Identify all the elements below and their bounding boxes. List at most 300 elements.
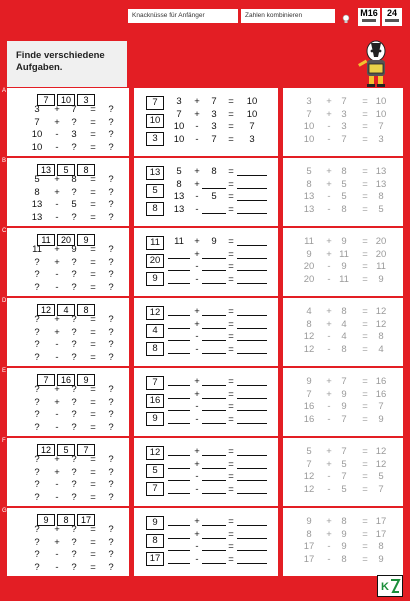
number-box: 9 bbox=[77, 374, 95, 386]
pattern-row-cell: ? bbox=[34, 479, 40, 490]
blank-line[interactable] bbox=[237, 446, 267, 456]
equation-row-cell bbox=[168, 554, 190, 568]
blank-line[interactable] bbox=[237, 376, 267, 386]
blank-line[interactable] bbox=[202, 179, 226, 189]
equation-row-cell: 8 bbox=[211, 166, 217, 177]
equation-row-cell: 10 bbox=[173, 133, 185, 145]
pattern-column bbox=[7, 158, 129, 226]
blank-line[interactable] bbox=[202, 484, 226, 494]
number-box: 7 bbox=[146, 482, 164, 496]
pattern-row-cell: = bbox=[90, 454, 96, 465]
blank-line[interactable] bbox=[237, 319, 267, 329]
solution-row-cell: 7 bbox=[306, 458, 312, 470]
blank-line[interactable] bbox=[237, 401, 267, 411]
number-box: 17 bbox=[77, 514, 95, 526]
pattern-column bbox=[7, 228, 129, 296]
equation-row-cell: 11 bbox=[174, 236, 184, 247]
pattern-row-cell: + bbox=[54, 186, 60, 198]
solution-row-cell: 9 bbox=[306, 248, 312, 260]
solution-row-cell: = bbox=[362, 236, 368, 247]
pattern-row-cell: ? bbox=[108, 129, 114, 140]
solution-row-cell: 10 bbox=[375, 108, 387, 120]
solution-row-cell: = bbox=[362, 413, 368, 425]
solution-row-cell: 10 bbox=[375, 96, 387, 107]
equation-row-cell bbox=[236, 554, 268, 568]
solution-row-cell: = bbox=[362, 96, 368, 107]
solution-row-cell: - bbox=[327, 553, 331, 565]
blank-line[interactable] bbox=[202, 541, 226, 551]
solution-row-cell: = bbox=[362, 458, 368, 470]
pattern-column bbox=[7, 368, 129, 436]
pattern-row-cell: ? bbox=[71, 186, 77, 198]
number-boxes bbox=[37, 300, 97, 315]
pattern-row-cell: - bbox=[55, 549, 59, 560]
solution-row-cell: 8 bbox=[341, 203, 347, 215]
number-box: 7 bbox=[37, 374, 55, 386]
blank-line[interactable] bbox=[237, 459, 267, 469]
pattern-row-cell: ? bbox=[71, 524, 77, 535]
blank-line[interactable] bbox=[168, 389, 190, 399]
blank-line[interactable] bbox=[237, 236, 267, 246]
equation-row-cell: = bbox=[228, 236, 234, 247]
pattern-row-cell: - bbox=[55, 129, 59, 140]
blank-line[interactable] bbox=[202, 389, 226, 399]
solution-row-cell: 20 bbox=[375, 248, 387, 260]
solution-row-cell: 9 bbox=[378, 273, 384, 285]
equation-row-cell: = bbox=[228, 273, 234, 285]
blank-line[interactable] bbox=[237, 541, 267, 551]
pattern-row-cell: = bbox=[90, 141, 96, 153]
equation-row-cell: - bbox=[195, 343, 199, 355]
solution-row-cell: 13 bbox=[303, 203, 315, 215]
pattern-row-cell: ? bbox=[34, 314, 40, 325]
blank-line[interactable] bbox=[168, 529, 190, 539]
pattern-row-cell: ? bbox=[71, 326, 77, 338]
blank-line[interactable] bbox=[202, 414, 226, 424]
blank-line[interactable] bbox=[168, 376, 190, 386]
pattern-row-cell: ? bbox=[108, 269, 114, 280]
blank-line[interactable] bbox=[237, 414, 267, 424]
solution-row-cell: 9 bbox=[341, 541, 347, 552]
pattern-row-cell: - bbox=[55, 409, 59, 420]
pattern-row-cell: + bbox=[54, 314, 60, 325]
equation-row-cell: 3 bbox=[249, 133, 255, 145]
pattern-row-cell: = bbox=[90, 351, 96, 363]
pattern-row-cell: ? bbox=[108, 524, 114, 535]
equation-row-cell bbox=[236, 274, 268, 288]
blank-line[interactable] bbox=[237, 331, 267, 341]
pattern-row-cell: ? bbox=[34, 396, 40, 408]
blank-line[interactable] bbox=[202, 261, 226, 271]
equation-row-cell: = bbox=[228, 401, 234, 412]
blank-line[interactable] bbox=[168, 249, 190, 259]
blank-line[interactable] bbox=[168, 541, 190, 551]
number-box: 13 bbox=[37, 164, 55, 176]
pattern-row-cell: ? bbox=[108, 491, 114, 503]
solution-row-cell: 8 bbox=[341, 166, 347, 177]
solution-row-cell: 7 bbox=[378, 121, 384, 132]
pattern-row-cell: ? bbox=[34, 269, 40, 280]
exercise-section bbox=[2, 368, 403, 436]
solution-row-cell: = bbox=[362, 203, 368, 215]
equation-row-cell: = bbox=[228, 166, 234, 177]
solution-row-cell: - bbox=[327, 343, 331, 355]
blank-line[interactable] bbox=[168, 414, 190, 424]
solution-row-cell: - bbox=[327, 121, 331, 132]
blank-line[interactable] bbox=[202, 319, 226, 329]
answer-column bbox=[134, 298, 278, 366]
solution-column bbox=[283, 158, 403, 226]
pattern-row-cell: 9 bbox=[71, 244, 77, 255]
solution-row-cell: 13 bbox=[375, 166, 387, 177]
pattern-row-cell: ? bbox=[71, 396, 77, 408]
equation-row-cell: + bbox=[194, 178, 200, 190]
pattern-column bbox=[7, 88, 129, 156]
pattern-row-cell: ? bbox=[71, 536, 77, 548]
solution-row-cell: = bbox=[362, 343, 368, 355]
solution-row-cell: - bbox=[327, 261, 331, 272]
solution-row-cell: 10 bbox=[303, 133, 315, 145]
blank-line[interactable] bbox=[168, 274, 190, 284]
pattern-row-cell: = bbox=[90, 186, 96, 198]
solution-row-cell: 17 bbox=[375, 516, 387, 527]
equation-row-cell: + bbox=[194, 236, 200, 247]
pattern-row-cell: ? bbox=[108, 314, 114, 325]
pattern-row-cell: ? bbox=[34, 326, 40, 338]
solution-row-cell: 17 bbox=[303, 541, 315, 552]
equation-row-cell bbox=[168, 344, 190, 358]
equation-row-cell: 10 bbox=[173, 121, 185, 132]
pattern-row-cell: 5 bbox=[71, 199, 77, 210]
pattern-row-cell: 5 bbox=[34, 174, 40, 185]
blank-line[interactable] bbox=[168, 261, 190, 271]
number-box: 9 bbox=[37, 514, 55, 526]
blank-line[interactable] bbox=[202, 554, 226, 564]
equation-row-cell bbox=[202, 274, 226, 288]
solution-row-cell: 8 bbox=[306, 528, 312, 540]
blank-line[interactable] bbox=[168, 516, 190, 526]
equation-row-cell: + bbox=[194, 108, 200, 120]
solution-row-cell: - bbox=[327, 483, 331, 495]
blank-line[interactable] bbox=[168, 471, 190, 481]
equation-row-cell: + bbox=[194, 318, 200, 330]
pattern-row-cell: 3 bbox=[34, 104, 40, 115]
blank-line[interactable] bbox=[168, 459, 190, 469]
equation-row-cell: - bbox=[195, 483, 199, 495]
solution-row-cell: = bbox=[362, 483, 368, 495]
pattern-row-cell: - bbox=[55, 339, 59, 350]
solution-row-cell: 12 bbox=[303, 343, 315, 355]
blank-line[interactable] bbox=[168, 401, 190, 411]
blank-line[interactable] bbox=[202, 249, 226, 259]
number-box: 4 bbox=[146, 324, 164, 338]
solution-row-cell: 7 bbox=[306, 388, 312, 400]
pattern-row-cell: - bbox=[55, 199, 59, 210]
pattern-row-cell: = bbox=[90, 339, 96, 350]
solution-row-cell: 3 bbox=[306, 96, 312, 107]
solution-row-cell: 5 bbox=[341, 483, 347, 495]
solution-row-cell: 12 bbox=[375, 306, 387, 317]
solution-row-cell: = bbox=[362, 553, 368, 565]
equation-row-cell: = bbox=[228, 446, 234, 457]
blank-line[interactable] bbox=[237, 471, 267, 481]
blank-line[interactable] bbox=[237, 204, 267, 214]
pattern-row-cell: 7 bbox=[34, 116, 40, 128]
pattern-row-cell: 10 bbox=[31, 141, 43, 153]
number-box: 8 bbox=[146, 202, 164, 216]
number-box: 3 bbox=[146, 132, 164, 146]
solution-row-cell: 8 bbox=[341, 306, 347, 317]
pattern-row-cell: ? bbox=[108, 351, 114, 363]
solution-row-cell: 10 bbox=[303, 121, 315, 132]
pattern-row-cell: ? bbox=[71, 479, 77, 490]
pattern-row-cell: 10 bbox=[31, 129, 43, 140]
solution-row-cell: 9 bbox=[341, 236, 347, 247]
number-boxes bbox=[37, 160, 97, 175]
section-letter: D bbox=[2, 298, 7, 304]
number-box: 7 bbox=[146, 376, 164, 390]
equation-row-cell: = bbox=[228, 471, 234, 482]
number-box: 9 bbox=[77, 234, 95, 246]
equation-row-cell: - bbox=[195, 121, 199, 132]
pattern-row-cell: ? bbox=[71, 314, 77, 325]
blank-line[interactable] bbox=[237, 166, 267, 176]
solution-row-cell: + bbox=[326, 376, 332, 387]
solution-row-cell: 4 bbox=[341, 331, 347, 342]
pattern-row-cell: ? bbox=[108, 561, 114, 573]
blank-line[interactable] bbox=[202, 529, 226, 539]
equation-row-cell: + bbox=[194, 306, 200, 317]
number-box: 10 bbox=[57, 94, 75, 106]
number-box: 5 bbox=[57, 164, 75, 176]
solution-row-cell: 5 bbox=[378, 471, 384, 482]
blank-line[interactable] bbox=[168, 331, 190, 341]
equation-row-cell: + bbox=[194, 528, 200, 540]
code-label: M16 bbox=[360, 8, 378, 18]
blank-line[interactable] bbox=[202, 471, 226, 481]
solution-row-cell: - bbox=[327, 203, 331, 215]
blank-line[interactable] bbox=[237, 179, 267, 189]
pattern-row-cell: + bbox=[54, 384, 60, 395]
solution-row-cell: 9 bbox=[378, 553, 384, 565]
blank-line[interactable] bbox=[202, 274, 226, 284]
pattern-row-cell: ? bbox=[108, 326, 114, 338]
pattern-row-cell: + bbox=[54, 116, 60, 128]
blank-line[interactable] bbox=[237, 261, 267, 271]
equation-row-cell: = bbox=[228, 318, 234, 330]
solution-row-cell: 8 bbox=[306, 318, 312, 330]
pattern-row-cell: = bbox=[90, 524, 96, 535]
solution-row-cell: + bbox=[326, 96, 332, 107]
blank-line[interactable] bbox=[237, 191, 267, 201]
pattern-row-cell: ? bbox=[71, 269, 77, 280]
pattern-row-cell: - bbox=[55, 269, 59, 280]
equation-row-cell: - bbox=[195, 553, 199, 565]
exercise-section bbox=[2, 158, 403, 226]
pattern-row-cell: ? bbox=[34, 536, 40, 548]
equation-row-cell: + bbox=[194, 96, 200, 107]
exercise-section bbox=[2, 298, 403, 366]
blank-line[interactable] bbox=[237, 554, 267, 564]
blank-line[interactable] bbox=[202, 344, 226, 354]
blank-line[interactable] bbox=[168, 446, 190, 456]
blank-line[interactable] bbox=[237, 306, 267, 316]
solution-row-cell: 9 bbox=[341, 388, 347, 400]
pattern-row-cell: = bbox=[90, 384, 96, 395]
blank-line[interactable] bbox=[168, 554, 190, 564]
solution-row-cell: 11 bbox=[376, 261, 386, 272]
pattern-row-cell: + bbox=[54, 256, 60, 268]
solution-row-cell: 12 bbox=[303, 483, 315, 495]
equation-row-cell: = bbox=[228, 261, 234, 272]
solution-row-cell: 9 bbox=[341, 261, 347, 272]
pattern-row-cell: - bbox=[55, 491, 59, 503]
pattern-row-cell: ? bbox=[71, 256, 77, 268]
solution-row-cell: 7 bbox=[341, 133, 347, 145]
blank-line[interactable] bbox=[202, 306, 226, 316]
pattern-column bbox=[7, 508, 129, 576]
equation-row-cell: = bbox=[228, 483, 234, 495]
pattern-row-cell: 7 bbox=[71, 104, 77, 115]
number-box: 20 bbox=[57, 234, 75, 246]
pattern-row-cell: - bbox=[55, 281, 59, 293]
equation-row-cell: = bbox=[228, 121, 234, 132]
blank-line[interactable] bbox=[237, 389, 267, 399]
solution-row-cell: = bbox=[362, 133, 368, 145]
solution-row-cell: = bbox=[362, 446, 368, 457]
equation-row-cell: 3 bbox=[211, 121, 217, 132]
number-box: 8 bbox=[77, 164, 95, 176]
solution-row-cell: 13 bbox=[303, 191, 315, 202]
pattern-row-cell: - bbox=[55, 141, 59, 153]
equation-row-cell: 10 bbox=[246, 96, 258, 107]
blank-line[interactable] bbox=[237, 516, 267, 526]
blank-line[interactable] bbox=[202, 516, 226, 526]
blank-line[interactable] bbox=[237, 249, 267, 259]
equation-row-cell: = bbox=[228, 108, 234, 120]
section-letter: E bbox=[2, 368, 7, 374]
equation-row-cell bbox=[202, 344, 226, 358]
blank-line[interactable] bbox=[237, 344, 267, 354]
solution-row-cell: = bbox=[362, 528, 368, 540]
blank-line[interactable] bbox=[202, 376, 226, 386]
equation-row-cell: = bbox=[228, 248, 234, 260]
blank-line[interactable] bbox=[202, 331, 226, 341]
pattern-row-cell: = bbox=[90, 536, 96, 548]
pattern-row-cell: 13 bbox=[31, 211, 43, 223]
equation-row-cell: = bbox=[228, 541, 234, 552]
equation-row-cell: + bbox=[194, 166, 200, 177]
solution-row-cell: - bbox=[327, 401, 331, 412]
blank-line[interactable] bbox=[237, 529, 267, 539]
equation-row-cell: = bbox=[228, 191, 234, 202]
solution-row-cell: 9 bbox=[306, 516, 312, 527]
solution-row-cell: - bbox=[327, 471, 331, 482]
solution-column bbox=[283, 368, 403, 436]
solution-row-cell: = bbox=[362, 306, 368, 317]
pattern-row-cell: = bbox=[90, 326, 96, 338]
blank-line[interactable] bbox=[202, 204, 226, 214]
solution-row-cell: = bbox=[362, 273, 368, 285]
equation-row-cell: + bbox=[194, 458, 200, 470]
blank-line[interactable] bbox=[202, 446, 226, 456]
solution-row-cell: 3 bbox=[378, 133, 384, 145]
number-box: 5 bbox=[57, 444, 75, 456]
equation-row-cell: - bbox=[195, 413, 199, 425]
equation-row-cell: = bbox=[228, 413, 234, 425]
pattern-row-cell: ? bbox=[71, 466, 77, 478]
solution-row-cell: 8 bbox=[378, 191, 384, 202]
pattern-row-cell: + bbox=[54, 536, 60, 548]
solution-column bbox=[283, 438, 403, 506]
pattern-row-cell: ? bbox=[108, 116, 114, 128]
pattern-row-cell: = bbox=[90, 281, 96, 293]
solution-row-cell: = bbox=[362, 108, 368, 120]
solution-column bbox=[283, 228, 403, 296]
blank-line[interactable] bbox=[237, 484, 267, 494]
equation-row-cell: 7 bbox=[211, 96, 217, 107]
solution-row-cell: = bbox=[362, 121, 368, 132]
blank-line[interactable] bbox=[168, 344, 190, 354]
pattern-row-cell: - bbox=[55, 561, 59, 573]
solution-row-cell: 9 bbox=[341, 528, 347, 540]
solution-row-cell: + bbox=[326, 318, 332, 330]
equation-row-cell: = bbox=[228, 178, 234, 190]
blank-line[interactable] bbox=[237, 274, 267, 284]
solution-row-cell: 11 bbox=[339, 248, 349, 260]
blank-line[interactable] bbox=[202, 459, 226, 469]
number-box: 12 bbox=[37, 304, 55, 316]
solution-row-cell: = bbox=[362, 541, 368, 552]
pattern-row-cell: ? bbox=[34, 339, 40, 350]
pattern-row-cell: = bbox=[90, 549, 96, 560]
equation-row-cell: - bbox=[195, 191, 199, 202]
book-title: Knacknüsse für Anfänger bbox=[128, 9, 238, 23]
pattern-row-cell: + bbox=[54, 326, 60, 338]
answer-column bbox=[134, 88, 278, 156]
solution-row-cell: = bbox=[362, 248, 368, 260]
instruction-text: Finde verschiedene Aufgaben. bbox=[16, 50, 105, 73]
solution-row-cell: 3 bbox=[341, 108, 347, 120]
blank-line[interactable] bbox=[168, 319, 190, 329]
pattern-row-cell: ? bbox=[108, 466, 114, 478]
blank-line[interactable] bbox=[168, 306, 190, 316]
answer-column bbox=[134, 438, 278, 506]
pattern-row-cell: ? bbox=[108, 339, 114, 350]
pattern-row-cell: ? bbox=[108, 409, 114, 420]
solution-row-cell: 5 bbox=[341, 458, 347, 470]
solution-row-cell: 16 bbox=[375, 376, 387, 387]
equation-row-cell: - bbox=[195, 541, 199, 552]
blank-line[interactable] bbox=[168, 484, 190, 494]
pattern-row-cell: ? bbox=[71, 281, 77, 293]
pattern-row-cell: = bbox=[90, 256, 96, 268]
pattern-row-cell: ? bbox=[108, 244, 114, 255]
number-box: 17 bbox=[146, 552, 164, 566]
solution-row-cell: - bbox=[327, 191, 331, 202]
solution-row-cell: 7 bbox=[341, 446, 347, 457]
solution-row-cell: = bbox=[362, 388, 368, 400]
solution-row-cell: 4 bbox=[306, 306, 312, 317]
solution-row-cell: 5 bbox=[306, 166, 312, 177]
pattern-row-cell: ? bbox=[108, 549, 114, 560]
pattern-row-cell: 11 bbox=[32, 244, 42, 255]
pattern-row-cell: ? bbox=[34, 466, 40, 478]
equation-row-cell: = bbox=[228, 133, 234, 145]
solution-row-cell: 12 bbox=[375, 318, 387, 330]
equation-row-cell bbox=[202, 554, 226, 568]
blank-line[interactable] bbox=[202, 401, 226, 411]
